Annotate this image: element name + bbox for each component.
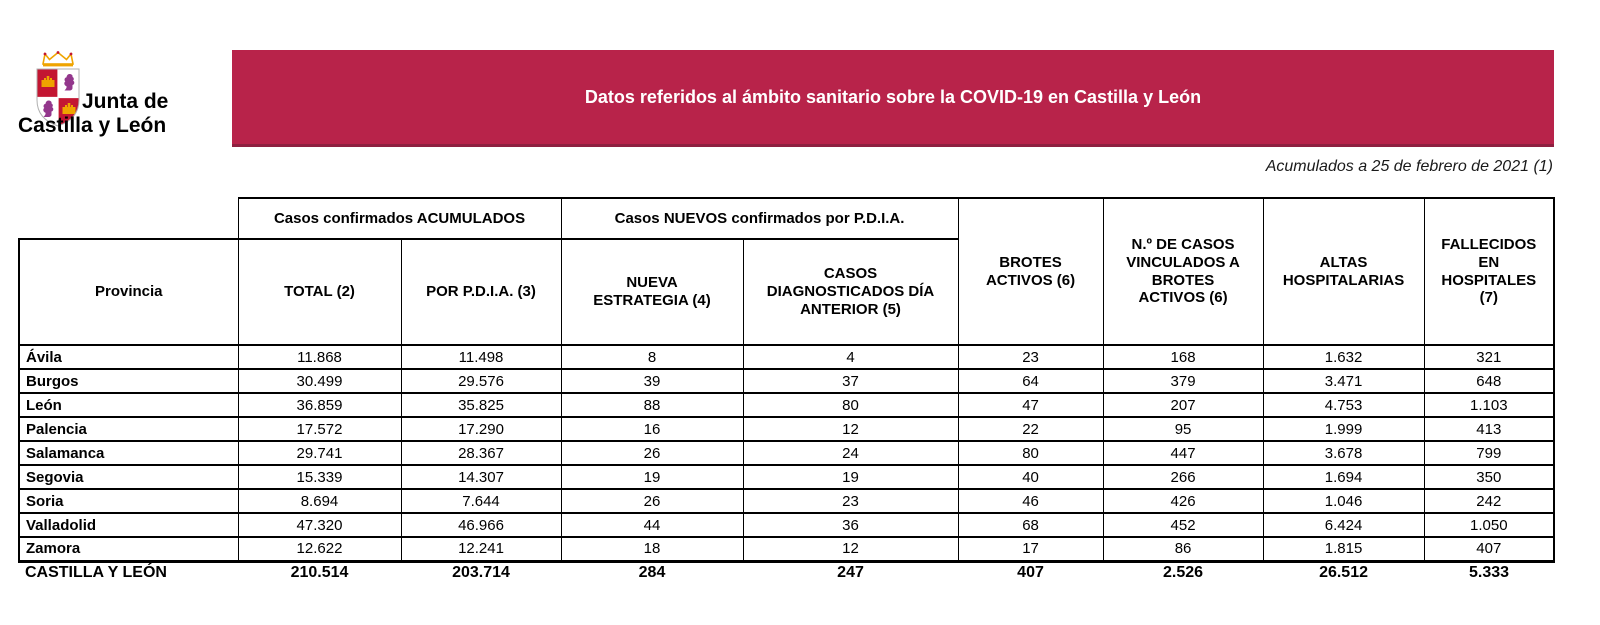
table-row <box>19 345 1554 369</box>
value-cell: 6.424 <box>1263 513 1424 537</box>
value-cell: 95 <box>1103 417 1263 441</box>
group-header-nuevos-pdia: Casos NUEVOS confirmados por P.D.I.A. <box>561 198 958 239</box>
value-cell: 28.367 <box>401 441 561 465</box>
value-cell: 36.859 <box>238 393 401 417</box>
value-cell: 80 <box>958 441 1103 465</box>
value-cell: 44 <box>561 513 743 537</box>
value-cell: 17.572 <box>238 417 401 441</box>
province-cell: Burgos <box>19 369 238 393</box>
table-row <box>19 537 1554 561</box>
value-cell: 648 <box>1424 369 1554 393</box>
value-cell: 799 <box>1424 441 1554 465</box>
value-cell: 30.499 <box>238 369 401 393</box>
value-cell: 17.290 <box>401 417 561 441</box>
value-cell: 15.339 <box>238 465 401 489</box>
value-cell: 4 <box>743 345 958 369</box>
value-cell: 14.307 <box>401 465 561 489</box>
value-cell: 8 <box>561 345 743 369</box>
col-header-nueva-estrategia <box>561 239 743 345</box>
totals-value-cell: 203.714 <box>452 563 510 581</box>
value-cell: 68 <box>958 513 1103 537</box>
value-cell: 29.741 <box>238 441 401 465</box>
col-header-fallecidos-hospitales <box>1424 198 1554 345</box>
province-cell: Ávila <box>19 345 238 369</box>
value-cell: 242 <box>1424 489 1554 513</box>
junta-logo <box>18 48 228 148</box>
value-cell: 1.632 <box>1263 345 1424 369</box>
value-cell: 19 <box>561 465 743 489</box>
table-row <box>19 393 1554 417</box>
totals-value-cell: 2.526 <box>1163 563 1204 581</box>
value-cell: 64 <box>958 369 1103 393</box>
value-cell: 266 <box>1103 465 1263 489</box>
value-cell: 12 <box>743 417 958 441</box>
value-cell: 1.046 <box>1263 489 1424 513</box>
title-banner <box>232 50 1554 147</box>
col-header-vinculados-brotes-label: N.º DE CASOS VINCULADOS A BROTES ACTIVOS (6) <box>1126 236 1240 307</box>
value-cell: 86 <box>1103 537 1263 561</box>
page-title: Datos referidos al ámbito sanitario sobre la COVID-19 en Castilla y León <box>584 86 1202 107</box>
table-row <box>19 417 1554 441</box>
col-header-fallecidos-hospitales-label: FALLECIDOS EN HOSPITALES (7) <box>1441 236 1537 307</box>
value-cell: 19 <box>743 465 958 489</box>
province-cell: Valladolid <box>19 513 238 537</box>
col-header-brotes-activos <box>958 198 1103 345</box>
value-cell: 17 <box>958 537 1103 561</box>
col-header-total: TOTAL (2) <box>238 239 401 345</box>
col-header-casos-diagnosticados-label: CASOS DIAGNOSTICADOS DÍA ANTERIOR (5) <box>766 265 935 318</box>
col-header-altas-hospitalarias-label: ALTAS HOSPITALARIAS <box>1282 253 1405 289</box>
province-cell: León <box>19 393 238 417</box>
value-cell: 3.678 <box>1263 441 1424 465</box>
col-header-brotes-activos-label: BROTES ACTIVOS (6) <box>985 253 1076 289</box>
crown-icon <box>43 51 73 66</box>
value-cell: 47 <box>958 393 1103 417</box>
table-row <box>19 513 1554 537</box>
totals-value-cell: 5.333 <box>1469 563 1510 581</box>
value-cell: 37 <box>743 369 958 393</box>
value-cell: 39 <box>561 369 743 393</box>
value-cell: 46 <box>958 489 1103 513</box>
value-cell: 12.241 <box>401 537 561 561</box>
value-cell: 447 <box>1103 441 1263 465</box>
col-header-por-pdia: POR P.D.I.A. (3) <box>401 239 561 345</box>
date-note: Acumulados a 25 de febrero de 2021 (1) <box>1265 158 1553 175</box>
group-header-acumulados: Casos confirmados ACUMULADOS <box>238 198 561 239</box>
value-cell: 426 <box>1103 489 1263 513</box>
totals-label: CASTILLA Y LEÓN <box>25 563 167 581</box>
value-cell: 379 <box>1103 369 1263 393</box>
value-cell: 1.815 <box>1263 537 1424 561</box>
value-cell: 12.622 <box>238 537 401 561</box>
province-cell: Salamanca <box>19 441 238 465</box>
value-cell: 1.694 <box>1263 465 1424 489</box>
value-cell: 29.576 <box>401 369 561 393</box>
value-cell: 11.868 <box>238 345 401 369</box>
province-cell: Segovia <box>19 465 238 489</box>
table-row <box>19 489 1554 513</box>
value-cell: 413 <box>1424 417 1554 441</box>
logo-text-line1: Junta de <box>82 90 169 113</box>
value-cell: 26 <box>561 441 743 465</box>
value-cell: 321 <box>1424 345 1554 369</box>
logo-text-line2: Castilla y León <box>18 114 167 137</box>
covid-table <box>18 197 1555 583</box>
value-cell: 24 <box>743 441 958 465</box>
value-cell: 12 <box>743 537 958 561</box>
group-header-row <box>19 198 1554 239</box>
value-cell: 1.050 <box>1424 513 1554 537</box>
value-cell: 23 <box>958 345 1103 369</box>
col-header-nueva-estrategia-label: NUEVA ESTRATEGIA (4) <box>593 274 711 309</box>
totals-value-cell: 284 <box>638 563 666 581</box>
value-cell: 8.694 <box>238 489 401 513</box>
value-cell: 11.498 <box>401 345 561 369</box>
province-cell: Soria <box>19 489 238 513</box>
value-cell: 47.320 <box>238 513 401 537</box>
col-header-casos-diagnosticados <box>743 239 958 345</box>
value-cell: 80 <box>743 393 958 417</box>
table-row <box>19 465 1554 489</box>
value-cell: 407 <box>1424 537 1554 561</box>
value-cell: 35.825 <box>401 393 561 417</box>
value-cell: 36 <box>743 513 958 537</box>
covid-table-wrap <box>18 197 1553 583</box>
value-cell: 40 <box>958 465 1103 489</box>
col-header-altas-hospitalarias <box>1263 198 1424 345</box>
totals-value-cell: 407 <box>1017 563 1044 581</box>
province-cell: Zamora <box>19 537 238 561</box>
value-cell: 7.644 <box>401 489 561 513</box>
value-cell: 1.999 <box>1263 417 1424 441</box>
totals-row <box>19 561 1554 583</box>
value-cell: 4.753 <box>1263 393 1424 417</box>
value-cell: 168 <box>1103 345 1263 369</box>
value-cell: 350 <box>1424 465 1554 489</box>
value-cell: 26 <box>561 489 743 513</box>
value-cell: 1.103 <box>1424 393 1554 417</box>
value-cell: 23 <box>743 489 958 513</box>
totals-value-cell: 26.512 <box>1319 563 1368 581</box>
totals-value-cell: 210.514 <box>290 563 349 581</box>
table-row <box>19 441 1554 465</box>
header-spacer <box>19 198 238 239</box>
table-row <box>19 369 1554 393</box>
value-cell: 22 <box>958 417 1103 441</box>
totals-value-cell: 247 <box>837 563 864 581</box>
province-cell: Palencia <box>19 417 238 441</box>
value-cell: 46.966 <box>401 513 561 537</box>
value-cell: 3.471 <box>1263 369 1424 393</box>
value-cell: 88 <box>561 393 743 417</box>
col-header-provincia: Provincia <box>19 239 238 345</box>
col-header-vinculados-brotes <box>1103 198 1263 345</box>
value-cell: 452 <box>1103 513 1263 537</box>
value-cell: 16 <box>561 417 743 441</box>
value-cell: 207 <box>1103 393 1263 417</box>
value-cell: 18 <box>561 537 743 561</box>
